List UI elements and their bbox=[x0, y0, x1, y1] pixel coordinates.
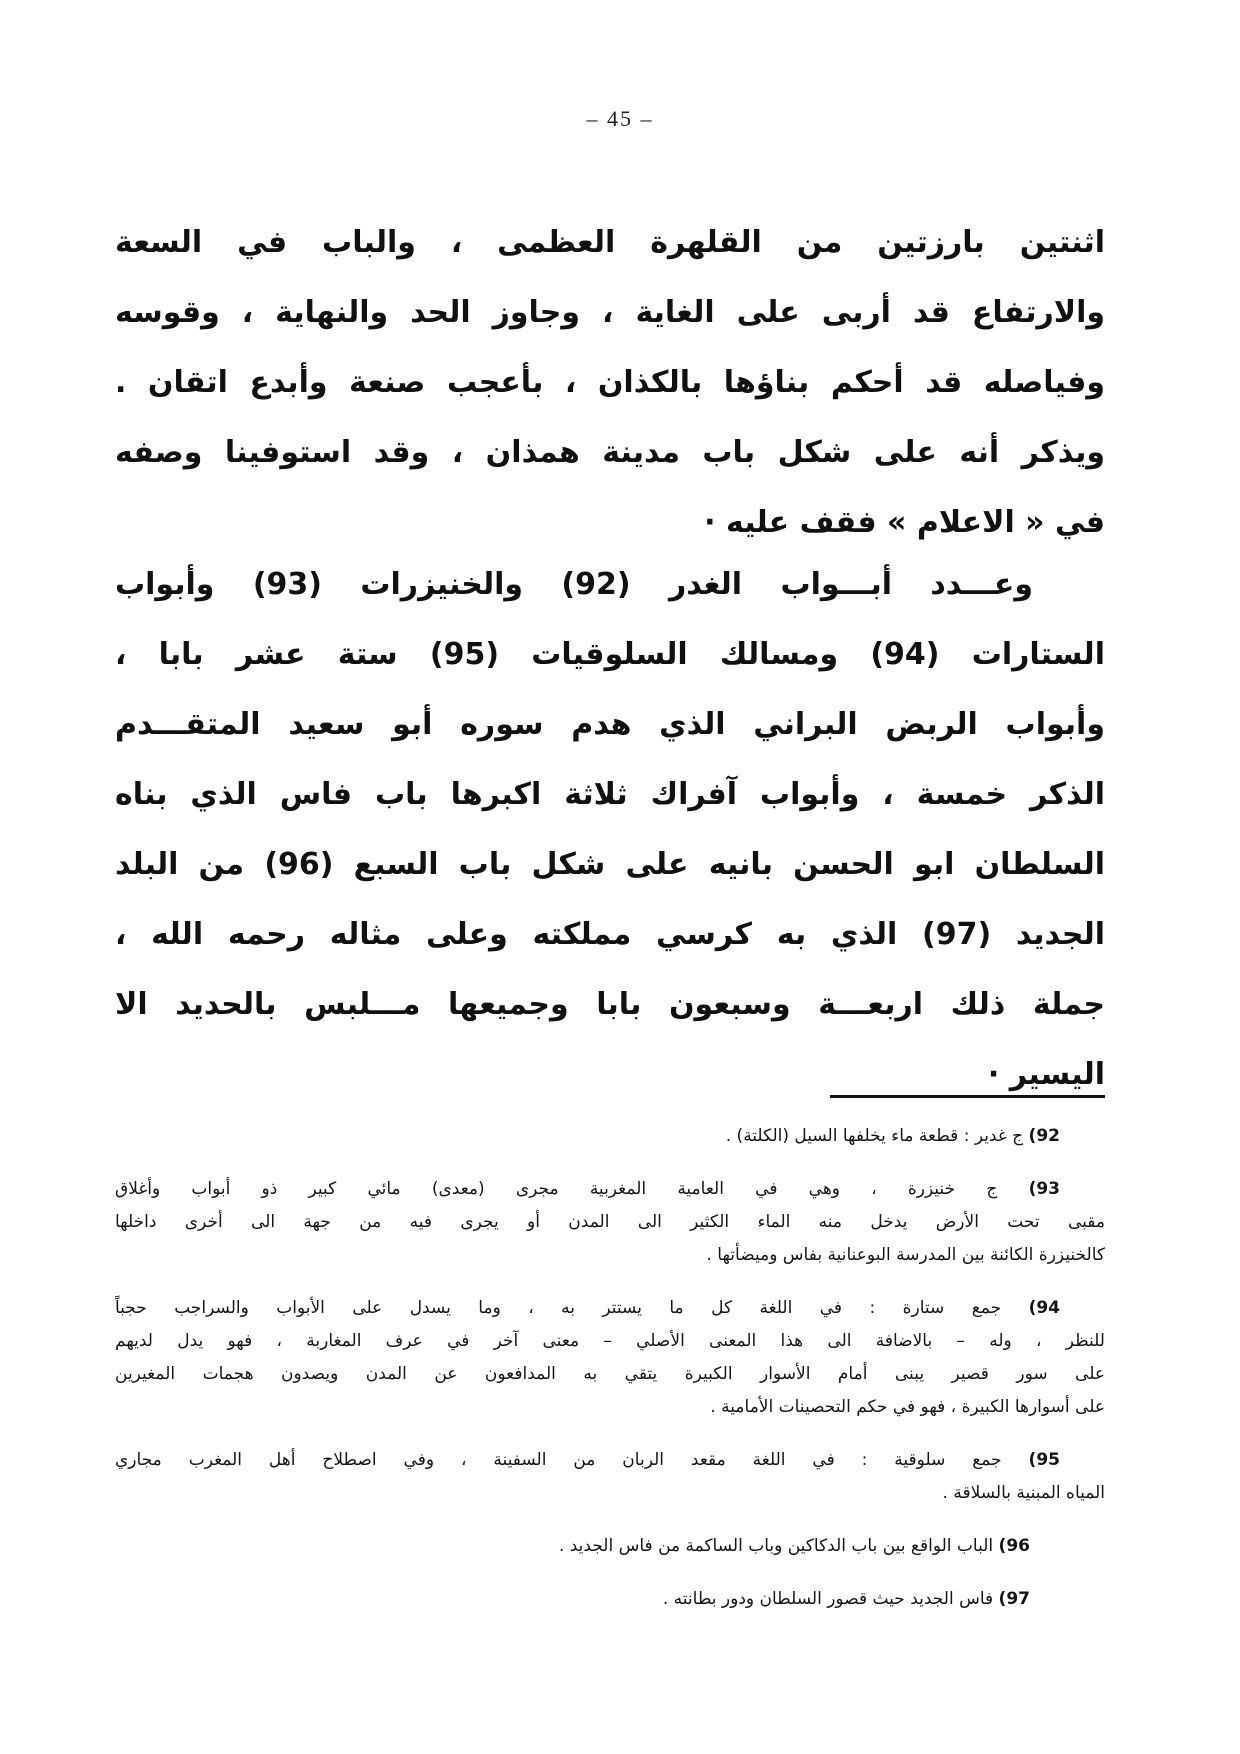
footnote-text: الباب الواقع بين باب الدكاكين وباب الساكمة من فاس الجديد . bbox=[558, 1536, 994, 1556]
footnote-line bbox=[115, 1583, 1105, 1616]
text-line: الستارات (94) ومسالك السلوقيات (95) ستة عشر بابا ، bbox=[115, 637, 1105, 672]
footnote-line: كالخنيزرة الكائنة بين المدرسة البوعنانية بفاس وميضأتها . bbox=[706, 1245, 1105, 1265]
text-line: والارتفاع قد أربى على الغاية ، وجاوز الحد والنهاية ، وقوسه bbox=[115, 295, 1105, 330]
text-line: ويذكر أنه على شكل باب مدينة همذان ، وقد استوفينا وصفه bbox=[115, 435, 1105, 470]
footnote-text: ج غدير : قطعة ماء يخلفها السيل (الكلتة) . bbox=[725, 1126, 1024, 1146]
text-line: جملة ذلك اربعـــة وسبعون بابا وجميعها مـــلبس بالحديد الا bbox=[115, 987, 1105, 1022]
footnote-number: 97) bbox=[998, 1589, 1030, 1609]
footnote-line: المياه المبنية بالسلاقة . bbox=[942, 1483, 1105, 1503]
text-line: الذكر خمسة ، وأبواب آفراك ثلاثة اكبرها باب فاس الذي بناه bbox=[115, 777, 1105, 812]
footnote-number: 93) bbox=[1028, 1179, 1061, 1199]
footnote-95 bbox=[115, 1444, 1105, 1510]
footnote-text: فاس الجديد حيث قصور السلطان ودور بطانته . bbox=[662, 1589, 994, 1609]
text-line: في « الاعلام » فقف عليه · bbox=[704, 505, 1105, 540]
footnote-96 bbox=[115, 1530, 1105, 1563]
footnote-line bbox=[115, 1120, 1105, 1153]
footnotes bbox=[115, 1120, 1105, 1636]
text-line: اليسير · bbox=[987, 1057, 1105, 1092]
text-line: السلطان ابو الحسن بانيه على شكل باب السبع (96) من البلد bbox=[115, 847, 1105, 882]
text-line: وأبواب الربض البراني الذي هدم سوره أبو سعيد المتقـــدم bbox=[115, 707, 1105, 742]
footnote-97 bbox=[115, 1583, 1105, 1616]
footnote-text: جمع سلوقية : في اللغة مقعد الربان من السفينة ، وفي اصطلاح أهل المغرب مجاري bbox=[115, 1450, 1002, 1470]
page-number: – 45 – bbox=[586, 106, 654, 131]
footnote-92 bbox=[115, 1120, 1105, 1153]
footnote-line: على أسوارها الكبيرة ، فهو في حكم التحصينات الأمامية . bbox=[710, 1397, 1105, 1417]
footnote-94 bbox=[115, 1292, 1105, 1424]
footnote-93 bbox=[115, 1173, 1105, 1272]
paragraph-1 bbox=[115, 208, 1105, 558]
footnote-line bbox=[115, 1444, 1105, 1477]
footnote-number: 95) bbox=[1028, 1450, 1060, 1470]
footnote-text: جمع ستارة : في اللغة كل ما يستتر به ، وما يسدل على الأبواب والسراجب حجباً bbox=[115, 1298, 1002, 1318]
footnote-number: 94) bbox=[1028, 1298, 1061, 1318]
text-line: وعـــدد أبـــواب الغدر (92) والخنيزرات (93) وأبواب bbox=[115, 567, 1033, 602]
footnote-line bbox=[115, 1530, 1105, 1563]
text-line: الجديد (97) الذي به كرسي مملكته وعلى مثاله رحمه الله ، bbox=[115, 917, 1105, 952]
footnote-number: 92) bbox=[1028, 1126, 1060, 1146]
footnote-line bbox=[115, 1173, 1105, 1206]
footnote-line: مقبى تحت الأرض يدخل منه الماء الكثير الى المدن أو يجرى فيه من جهة الى أخرى داخلها bbox=[115, 1212, 1105, 1232]
text-line: وفياصله قد أحكم بناؤها بالكذان ، بأعجب صنعة وأبدع اتقان . bbox=[115, 365, 1105, 400]
paragraph-2 bbox=[115, 550, 1105, 1110]
footnote-text: ج خنيزرة ، وهي في العامية المغربية مجرى (معدى) مائي كبير ذو أبواب وأغلاق bbox=[115, 1179, 998, 1199]
footnote-line: على سور قصير يبنى أمام الأسوار الكبيرة يتقي به المدافعون عن المدن ويصدون هجمات المغيرين bbox=[115, 1364, 1105, 1384]
footnote-divider bbox=[830, 1095, 1105, 1098]
footnote-number: 96) bbox=[998, 1536, 1030, 1556]
footnote-line bbox=[115, 1292, 1105, 1325]
text-line: اثنتين بارزتين من القلهرة العظمى ، والباب في السعة bbox=[115, 225, 1105, 260]
footnote-line: للنظر ، وله – بالاضافة الى هذا المعنى الأصلي – معنى آخر في عرف المغاربة ، فهو يدل لديهم bbox=[115, 1331, 1105, 1351]
